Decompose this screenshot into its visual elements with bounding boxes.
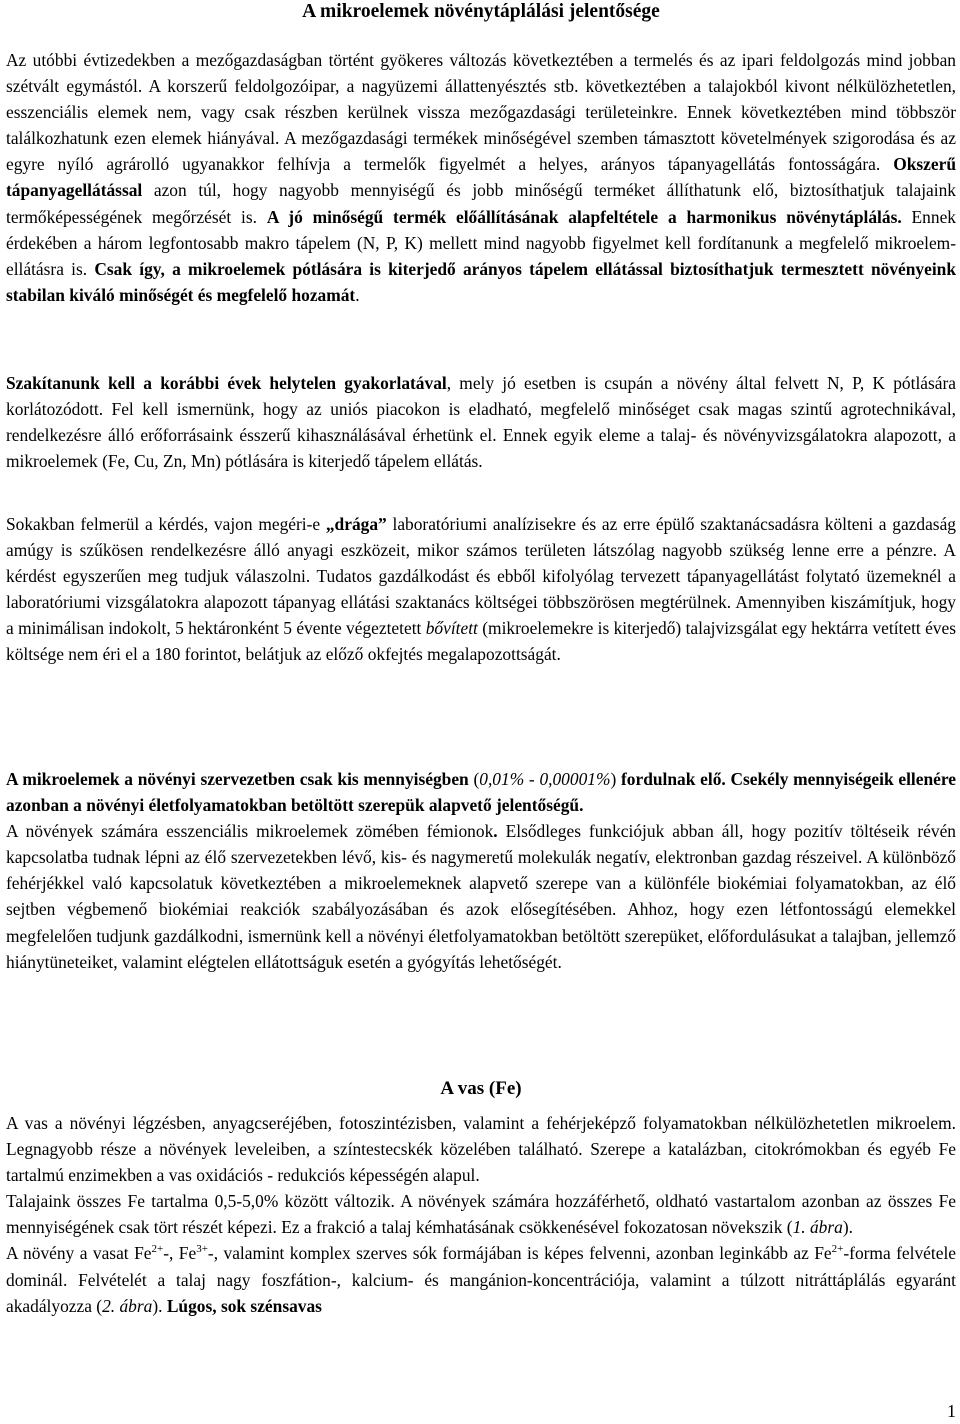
figure-reference: 1. ábra <box>792 1217 843 1238</box>
practice-paragraph <box>6 370 956 474</box>
bold-run: Okszerű tápanyagellátással <box>6 154 956 201</box>
text-run: . <box>355 284 360 305</box>
text-run: -, Fe <box>163 1243 197 1264</box>
text-run: ). <box>152 1295 167 1316</box>
page-title: A mikroelemek növénytáplálási jelentősége <box>302 1 660 22</box>
bold-run: fordulnak elő. Csekély mennyiségeik ellenére azonban a növényi életfolyamatokban betöltött szerepük alapvető jelentőségű. <box>6 769 956 816</box>
bold-run: Csak így, a mikroelemek pótlására is kiterjedő arányos tápelem ellátással biztosíthatjuk termesztett növényeink stabilan kiváló minőségét és megfelelő hozamát <box>6 258 957 305</box>
intro-paragraph <box>6 47 956 308</box>
text-run: ) <box>610 769 621 789</box>
text-run: Az utóbbi évtizedekben a mezőgazdaságban történt gyökeres változás következtében a termelés és az ipari feldolgozás mind jobban szétvált egymástól. A korszerű feldolgozóipar, a nagyüzemi állattenyésztés stb. következtében a talajokból kivont nélkülözhetetlen, esszenciális elemek nem, vagy csak részben kerülnek vissza mezőgazdasági területeinkre. Ennek következtében mind többször találkozhatunk ezen elemek hiányával. A mezőgazdasági termékek minőségével szemben támasztott követelmények szigorodása és az egyre nyíló agrárolló ugyanakkor felhívja a termelők figyelmét a helyes, arányos tápanyagellátás fontosságára. <box>6 50 956 175</box>
text-run: laboratóriumi analízisekre és az erre épülő szaktanácsadásra költeni a gazdaság amúgy is szűkösen rendelkezésre álló anyagi eszközeit, mikor számos területen látszólag nagyobb szükség lenne erre a pénzre. A kérdést egyszerűen meg tudjuk válaszolni. Tudatos gazdálkodást és ebből kifolyólag tervezett tápanyagellátást folytató üzemeknél a laboratóriumi vizsgálatokra alapozott tápanyag ellátási szaktanács költségei többszörösen megtérülnek. Amennyiben kiszámítjuk, hogy a minimálisan indokolt, 5 hektáronként 5 évente végeztetett <box>6 514 956 639</box>
bold-run: „drága” <box>325 514 387 534</box>
iron-uptake-paragraph <box>6 1240 956 1318</box>
iron-soil-paragraph <box>6 1188 956 1240</box>
text-run: ( <box>468 769 480 789</box>
superscript: 2+ <box>151 1242 164 1255</box>
page-number: 1 <box>947 1401 956 1421</box>
text-run: ). <box>842 1217 853 1238</box>
text-run: -, valamint komplex szerves sók formájában is képes felvenni, azonban leginkább az Fe <box>207 1243 832 1264</box>
section-heading-iron: A vas (Fe) <box>440 1078 522 1099</box>
text-run: (mikroelemekre is kiterjedő) talajvizsgálat egy hektárra vetített éves költsége nem éri el a 180 forintot, belátjuk az előző okfejtés megalapozottságát. <box>6 618 956 665</box>
microelement-summary-paragraph <box>6 766 956 975</box>
text-run: A növények számára esszenciális mikroelemek zömében fémionok <box>6 821 494 842</box>
cost-paragraph <box>6 511 956 668</box>
bold-run: Lúgos, sok szénsavas <box>166 1295 322 1316</box>
text-run: A növény a vasat Fe <box>6 1243 152 1264</box>
figure-reference: 2. ábra <box>102 1295 153 1316</box>
iron-role-paragraph: A vas a növényi légzésben, anyagcseréjében, fotoszintézisben, valamint a fehérjeképző folyamatokban nélkülözhetetlen mikroelem. Legnagyobb része a növények leveleiben, a színtestecskék közelében található. Szerepe a katalázban, citokrómokban és egyéb Fe tartalmú enzimekben a vas oxidációs - redukciós képességén alapul. <box>6 1113 956 1186</box>
superscript: 3+ <box>196 1242 208 1255</box>
text-run: Ennek érdekében a három legfontosabb makro tápelem (N, P, K) mellett mind nagyobb figyelmet kell fordítanunk a megfelelő mikroelem-ellátásra is. <box>6 206 956 279</box>
bold-run: Szakítanunk kell a korábbi évek helytelen gyakorlatával <box>6 373 447 393</box>
bold-run: A jó minőségű termék előállításának alapfeltétele a harmonikus növénytáplálás. <box>266 206 902 227</box>
text-run: Elsődleges funkciójuk abban áll, hogy pozitív töltéseik révén kapcsolatba tudnak lépni az élő szervezetekben lévő, kis- és nagymeretű molekulák negatív, elektronban gazdag részeivel. A különböző fehérjékkel való kapcsolatuk következtében a mikroelemeknek alapvető szerepe van a különféle biokémiai folyamatokban, az élő sejtben végbemenő biokémiai reakciók szabályozásában és azok elősegítésében. Ahhoz, hogy ezen létfontosságú elemekkel megfelelően tudjunk gazdálkodni, ismernünk kell a növényi életfolyamatokban betöltött szerepüket, előfordulásukat a talajban, jellemző hiánytüneteiket, valamint elégtelen ellátottságuk esetén a gyógyítás lehetőségét. <box>6 821 956 972</box>
iron-paragraphs <box>6 1110 956 1319</box>
text-run: -forma felvétele dominál. Felvételét a talaj nagy foszfátion-, kalcium- és mangánion-koncentrációja, valamint a túlzott nitráttáplálás egyaránt akadályozza ( <box>6 1243 956 1316</box>
text-run: azon túl, hogy nagyobb mennyiségű és jobb minőségű terméket állíthatunk elő, biztosíthatjuk talajaink termőképességének megőrzését is. <box>6 180 956 227</box>
superscript: 2+ <box>831 1242 844 1255</box>
text-run: , mely jó esetben is csupán a növény által felvett N, P, K pótlására korlátozódott. Fel kell ismernünk, hogy az uniós piacokon is eladható, megfelelő minőséget csak magas szintű agrotechnikával, rendelkezésre álló erőforrásaink ésszerű kihasználásával érhetünk el. Ennek egyik eleme a talaj- és növényvizsgálatokra alapozott, a mikroelemek (Fe, Cu, Zn, Mn) pótlására is kiterjedő tápelem ellátás. <box>6 373 956 472</box>
text-run: Talajaink összes Fe tartalma 0,5-5,0% között változik. A növények számára hozzáférhető, oldható vastartalom azonban az összes Fe mennyiségének csak tört részét képezi. Ez a frakció a talaj kémhatásának csökkenésével fokozatosan növekszik ( <box>6 1191 956 1238</box>
bold-run: . <box>493 821 498 842</box>
bold-run: A mikroelemek a növényi szervezetben csak kis mennyiségben <box>6 769 469 789</box>
italic-run: 0,01% - 0,00001% <box>479 769 611 789</box>
italic-run: bővített <box>425 618 478 639</box>
text-run: Sokakban felmerül a kérdés, vajon megéri-e <box>6 514 326 534</box>
